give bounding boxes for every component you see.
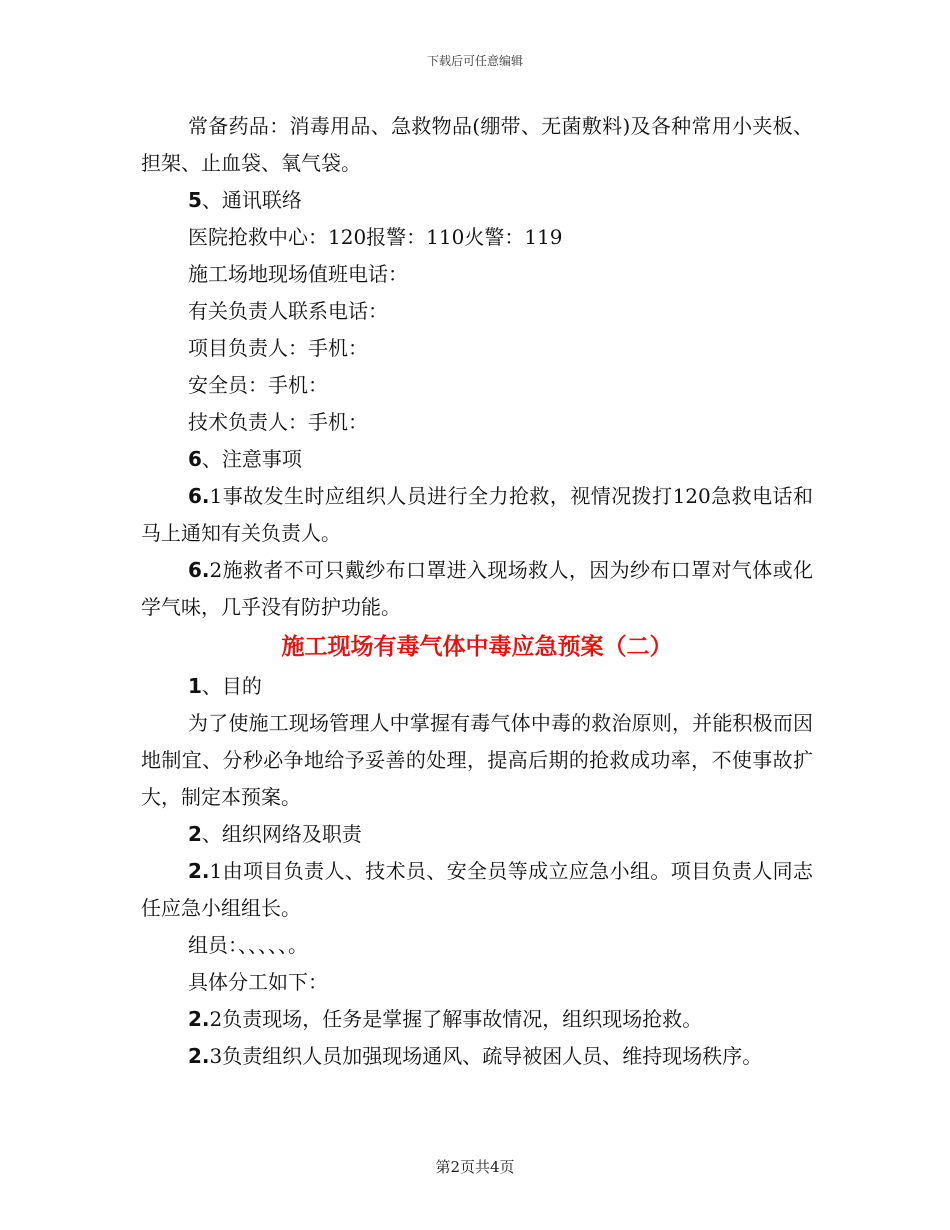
paragraph-number: 6.: [188, 558, 210, 582]
duty-phone-line: 施工场地现场值班电话：: [188, 262, 408, 286]
paragraph-text: 1由项目负责人、技术员、安全员等成立应急小组。项目负责人同志任应急小组组长。: [141, 859, 813, 920]
paragraph-text: 2负责现场，任务是掌握了解事故情况，组织现场抢救。: [209, 1007, 703, 1031]
emergency-numbers: 医院抢救中心：120报警：110火警：119: [188, 225, 563, 249]
page-footer: 第2页共4页: [435, 1158, 515, 1176]
heading-text: 、目的: [201, 674, 262, 698]
members-line: 组员：、、、、、。: [188, 933, 308, 957]
heading-number: 2: [188, 822, 202, 846]
purpose-paragraph: 为了使施工现场管理人中掌握有毒气体中毒的救治原则，并能积极而因地制宜、分秒必争地给予妥善的处理，提高后期的抢救成功率，不使事故扩大，制定本预案。: [141, 711, 813, 809]
first-aid-supplies-paragraph: 常备药品：消毒用品、急救物品(绷带、无菌敷料)及各种常用小夹板、担架、止血袋、氧气袋。: [141, 114, 813, 175]
heading-communication: [141, 182, 813, 219]
heading-purpose: [141, 668, 813, 705]
paragraph-6-2: [141, 552, 813, 626]
paragraph-text: 1事故发生时应组织人员进行全力抢救，视情况拨打120急救电话和马上通知有关负责人。: [141, 484, 813, 545]
paragraph-number: 2.: [188, 1044, 210, 1068]
heading-precautions: [141, 441, 813, 478]
heading-text: 、通讯联络: [201, 188, 302, 212]
paragraph-6-1: [141, 478, 813, 552]
section-title: 施工现场有毒气体中毒应急预案（二）: [281, 633, 673, 660]
safety-officer-line: 安全员：手机：: [188, 373, 328, 397]
paragraph-2-2: [141, 1001, 813, 1038]
document-body: [141, 108, 813, 1075]
heading-organization: [141, 816, 813, 853]
paragraph-number: 6.: [188, 484, 210, 508]
paragraph-text: 2施救者不可只戴纱布口罩进入现场救人，因为纱布口罩对气体或化学气味，几乎没有防护功能。: [141, 558, 813, 619]
technical-lead-line: 技术负责人：手机：: [188, 410, 368, 434]
heading-number: 1: [188, 674, 202, 698]
division-line: 具体分工如下：: [188, 970, 328, 994]
paragraph-text: 3负责组织人员加强现场通风、疏导被困人员、维持现场秩序。: [209, 1044, 763, 1068]
heading-number: 6: [188, 447, 202, 471]
heading-text: 、注意事项: [201, 447, 302, 471]
paragraph-2-1: [141, 853, 813, 927]
contact-phone-line: 有关负责人联系电话：: [188, 299, 388, 323]
page-header: 下载后可任意编辑: [426, 54, 523, 68]
paragraph-2-3: [141, 1038, 813, 1075]
paragraph-number: 2.: [188, 859, 210, 883]
paragraph-number: 2.: [188, 1007, 210, 1031]
heading-number: 5: [188, 188, 202, 212]
project-manager-line: 项目负责人：手机：: [188, 336, 368, 360]
heading-text: 、组织网络及职责: [201, 822, 362, 846]
